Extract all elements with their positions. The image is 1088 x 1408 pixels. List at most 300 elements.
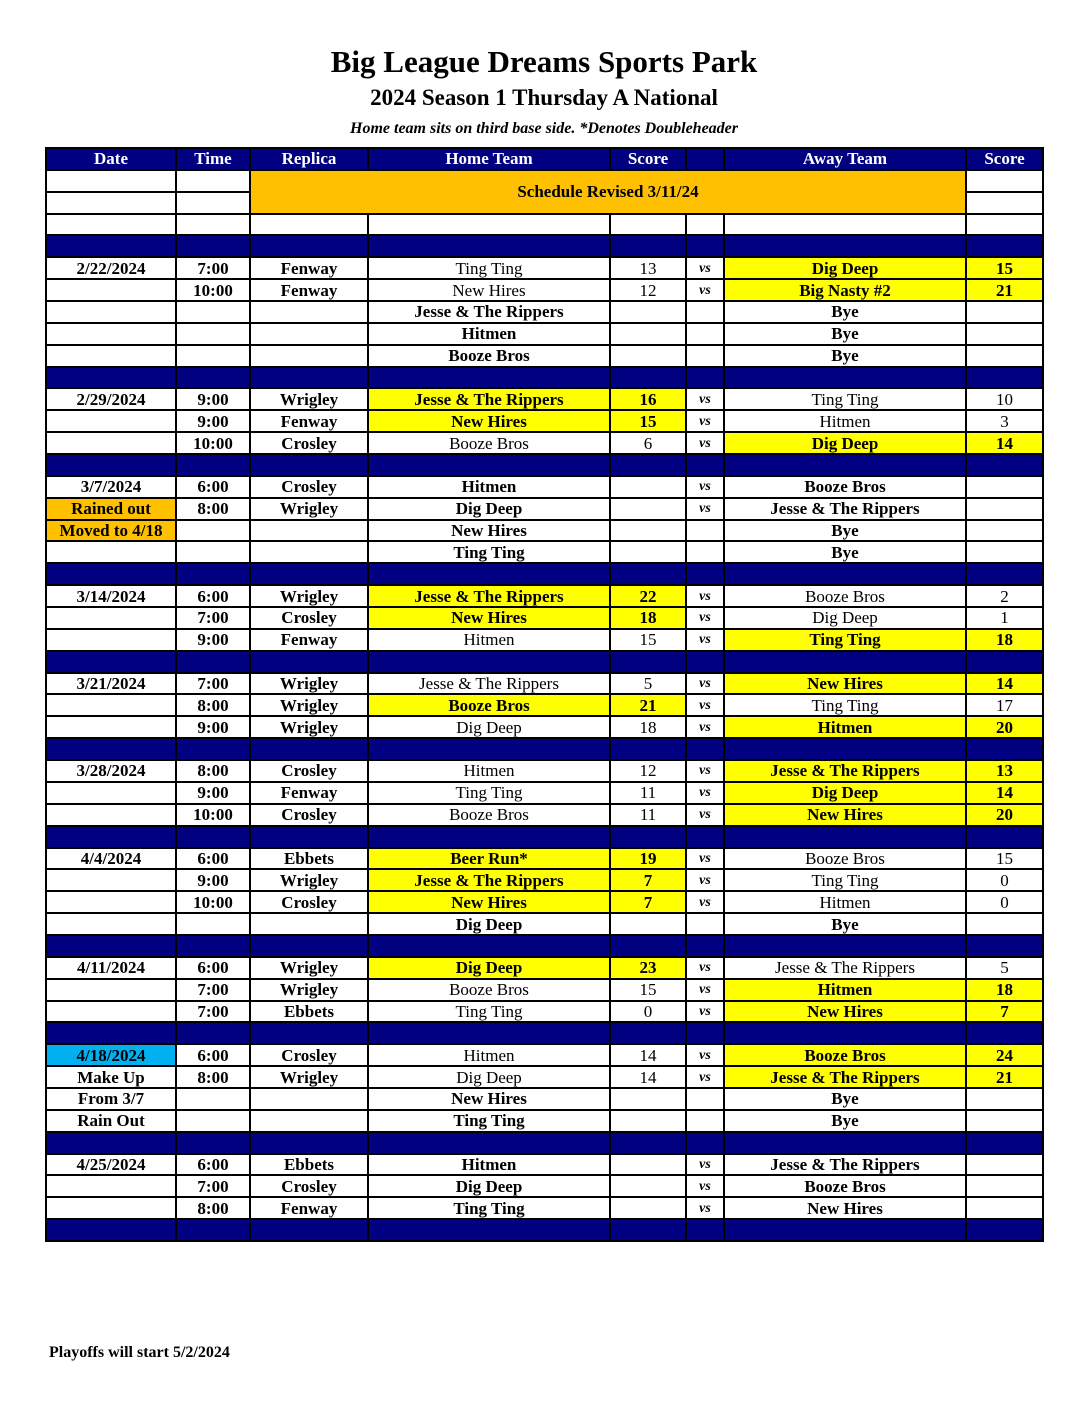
game-row bbox=[46, 760, 1043, 782]
home-team-cell: Booze Bros bbox=[368, 432, 610, 454]
time-cell: 10:00 bbox=[176, 279, 250, 301]
week-separator bbox=[46, 1132, 1043, 1154]
away-team-cell: Dig Deep bbox=[724, 257, 966, 279]
vs-cell: vs bbox=[686, 869, 724, 891]
time-cell: 6:00 bbox=[176, 1044, 250, 1066]
home-score-cell: 18 bbox=[610, 716, 686, 738]
footer-note: Playoffs will start 5/2/2024 bbox=[49, 1344, 230, 1361]
time-cell bbox=[176, 323, 250, 345]
time-cell bbox=[176, 541, 250, 563]
time-cell: 6:00 bbox=[176, 957, 250, 979]
away-team-cell: Bye bbox=[724, 1110, 966, 1132]
away-team-cell: Bye bbox=[724, 541, 966, 563]
away-score-cell: 1 bbox=[966, 607, 1043, 629]
away-team-cell: Hitmen bbox=[724, 979, 966, 1001]
game-row bbox=[46, 1154, 1043, 1176]
home-score-cell bbox=[610, 1088, 686, 1110]
date-cell: 2/22/2024 bbox=[46, 257, 176, 279]
date-cell bbox=[46, 607, 176, 629]
time-cell: 8:00 bbox=[176, 760, 250, 782]
home-team-cell: Hitmen bbox=[368, 1044, 610, 1066]
away-score-cell: 14 bbox=[966, 432, 1043, 454]
date-cell bbox=[46, 1175, 176, 1197]
time-cell: 9:00 bbox=[176, 869, 250, 891]
vs-cell: vs bbox=[686, 629, 724, 651]
game-row bbox=[46, 673, 1043, 695]
home-team-cell: Ting Ting bbox=[368, 541, 610, 563]
replica-cell: Wrigley bbox=[250, 1066, 368, 1088]
time-cell bbox=[176, 1110, 250, 1132]
date-cell bbox=[46, 279, 176, 301]
vs-cell: vs bbox=[686, 1066, 724, 1088]
replica-cell: Crosley bbox=[250, 760, 368, 782]
time-cell: 9:00 bbox=[176, 782, 250, 804]
away-team-cell: Dig Deep bbox=[724, 607, 966, 629]
date-cell: 3/21/2024 bbox=[46, 673, 176, 695]
home-score-cell: 21 bbox=[610, 694, 686, 716]
away-score-cell bbox=[966, 1175, 1043, 1197]
game-row bbox=[46, 1044, 1043, 1066]
date-cell bbox=[46, 629, 176, 651]
time-cell: 6:00 bbox=[176, 476, 250, 498]
date-cell bbox=[46, 782, 176, 804]
home-score-cell: 16 bbox=[610, 388, 686, 410]
header-vs bbox=[686, 148, 724, 170]
vs-cell: vs bbox=[686, 388, 724, 410]
away-score-cell: 24 bbox=[966, 1044, 1043, 1066]
vs-cell: vs bbox=[686, 432, 724, 454]
replica-cell: Wrigley bbox=[250, 694, 368, 716]
away-team-cell: Jesse & The Rippers bbox=[724, 1154, 966, 1176]
away-score-cell: 0 bbox=[966, 869, 1043, 891]
game-row bbox=[46, 432, 1043, 454]
home-team-cell: Hitmen bbox=[368, 476, 610, 498]
game-row bbox=[46, 1175, 1043, 1197]
game-row bbox=[46, 498, 1043, 520]
vs-cell bbox=[686, 345, 724, 367]
home-score-cell bbox=[610, 913, 686, 935]
away-score-cell: 18 bbox=[966, 979, 1043, 1001]
header-home-score: Score bbox=[610, 148, 686, 170]
vs-cell: vs bbox=[686, 1154, 724, 1176]
home-team-cell: New Hires bbox=[368, 891, 610, 913]
replica-cell: Crosley bbox=[250, 476, 368, 498]
vs-cell bbox=[686, 520, 724, 542]
home-team-cell: Jesse & The Rippers bbox=[368, 388, 610, 410]
away-team-cell: New Hires bbox=[724, 1197, 966, 1219]
date-cell bbox=[46, 541, 176, 563]
away-team-cell: Hitmen bbox=[724, 410, 966, 432]
away-team-cell: Bye bbox=[724, 520, 966, 542]
replica-cell bbox=[250, 1110, 368, 1132]
home-score-cell: 12 bbox=[610, 760, 686, 782]
away-score-cell: 14 bbox=[966, 782, 1043, 804]
game-row bbox=[46, 1001, 1043, 1023]
away-score-cell bbox=[966, 520, 1043, 542]
away-team-cell: Big Nasty #2 bbox=[724, 279, 966, 301]
vs-cell: vs bbox=[686, 848, 724, 870]
header-row bbox=[46, 148, 1043, 170]
date-cell: 2/29/2024 bbox=[46, 388, 176, 410]
vs-cell: vs bbox=[686, 891, 724, 913]
home-score-cell: 14 bbox=[610, 1044, 686, 1066]
home-score-cell: 11 bbox=[610, 782, 686, 804]
week-separator bbox=[46, 738, 1043, 760]
away-team-cell: Bye bbox=[724, 345, 966, 367]
header-date: Date bbox=[46, 148, 176, 170]
time-cell: 7:00 bbox=[176, 257, 250, 279]
vs-cell: vs bbox=[686, 673, 724, 695]
away-team-cell: Ting Ting bbox=[724, 869, 966, 891]
replica-cell: Wrigley bbox=[250, 388, 368, 410]
vs-cell: vs bbox=[686, 1001, 724, 1023]
home-team-cell: Booze Bros bbox=[368, 804, 610, 826]
time-cell: 6:00 bbox=[176, 1154, 250, 1176]
home-score-cell: 14 bbox=[610, 1066, 686, 1088]
time-cell bbox=[176, 913, 250, 935]
home-team-cell: Hitmen bbox=[368, 629, 610, 651]
home-team-cell: New Hires bbox=[368, 279, 610, 301]
away-score-cell: 14 bbox=[966, 673, 1043, 695]
time-cell: 9:00 bbox=[176, 716, 250, 738]
game-row bbox=[46, 585, 1043, 607]
home-score-cell bbox=[610, 498, 686, 520]
home-score-cell bbox=[610, 301, 686, 323]
week-separator bbox=[46, 935, 1043, 957]
replica-cell: Wrigley bbox=[250, 957, 368, 979]
schedule-table bbox=[45, 147, 1044, 1242]
away-score-cell bbox=[966, 1088, 1043, 1110]
game-row bbox=[46, 694, 1043, 716]
replica-cell: Ebbets bbox=[250, 1001, 368, 1023]
away-score-cell: 21 bbox=[966, 1066, 1043, 1088]
home-score-cell: 0 bbox=[610, 1001, 686, 1023]
away-score-cell bbox=[966, 1110, 1043, 1132]
away-team-cell: Ting Ting bbox=[724, 629, 966, 651]
vs-cell: vs bbox=[686, 979, 724, 1001]
away-score-cell bbox=[966, 1197, 1043, 1219]
home-team-cell: Jesse & The Rippers bbox=[368, 673, 610, 695]
home-team-cell: Booze Bros bbox=[368, 345, 610, 367]
week-separator bbox=[46, 1022, 1043, 1044]
replica-cell bbox=[250, 345, 368, 367]
home-score-cell: 19 bbox=[610, 848, 686, 870]
time-cell bbox=[176, 301, 250, 323]
away-score-cell: 7 bbox=[966, 1001, 1043, 1023]
week-separator bbox=[46, 454, 1043, 476]
week-separator bbox=[46, 563, 1043, 585]
home-team-cell: New Hires bbox=[368, 520, 610, 542]
game-row bbox=[46, 476, 1043, 498]
game-row bbox=[46, 257, 1043, 279]
away-team-cell: Hitmen bbox=[724, 891, 966, 913]
vs-cell: vs bbox=[686, 476, 724, 498]
game-row bbox=[46, 804, 1043, 826]
home-score-cell: 15 bbox=[610, 629, 686, 651]
home-score-cell: 5 bbox=[610, 673, 686, 695]
game-row bbox=[46, 848, 1043, 870]
home-score-cell: 6 bbox=[610, 432, 686, 454]
home-team-cell: Jesse & The Rippers bbox=[368, 585, 610, 607]
vs-cell bbox=[686, 323, 724, 345]
home-score-cell: 7 bbox=[610, 891, 686, 913]
date-cell: 3/14/2024 bbox=[46, 585, 176, 607]
home-score-cell: 12 bbox=[610, 279, 686, 301]
home-score-cell: 15 bbox=[610, 979, 686, 1001]
time-cell bbox=[176, 520, 250, 542]
away-team-cell: Jesse & The Rippers bbox=[724, 498, 966, 520]
vs-cell: vs bbox=[686, 1044, 724, 1066]
date-cell bbox=[46, 891, 176, 913]
away-score-cell bbox=[966, 1154, 1043, 1176]
date-cell: Rained out bbox=[46, 498, 176, 520]
week-separator bbox=[46, 235, 1043, 257]
away-score-cell bbox=[966, 345, 1043, 367]
away-score-cell bbox=[966, 301, 1043, 323]
vs-cell bbox=[686, 1088, 724, 1110]
date-cell bbox=[46, 716, 176, 738]
game-row bbox=[46, 957, 1043, 979]
vs-cell: vs bbox=[686, 1175, 724, 1197]
date-cell bbox=[46, 1197, 176, 1219]
vs-cell: vs bbox=[686, 498, 724, 520]
time-cell: 8:00 bbox=[176, 1197, 250, 1219]
header-time: Time bbox=[176, 148, 250, 170]
vs-cell: vs bbox=[686, 607, 724, 629]
away-team-cell: Booze Bros bbox=[724, 476, 966, 498]
home-team-cell: Ting Ting bbox=[368, 1197, 610, 1219]
home-team-cell: Hitmen bbox=[368, 1154, 610, 1176]
home-score-cell bbox=[610, 1175, 686, 1197]
home-score-cell: 22 bbox=[610, 585, 686, 607]
game-row bbox=[46, 301, 1043, 323]
away-score-cell bbox=[966, 541, 1043, 563]
away-team-cell: Booze Bros bbox=[724, 1044, 966, 1066]
away-score-cell: 15 bbox=[966, 257, 1043, 279]
away-team-cell: Dig Deep bbox=[724, 782, 966, 804]
empty-row bbox=[46, 214, 1043, 236]
home-team-cell: Booze Bros bbox=[368, 694, 610, 716]
away-score-cell: 21 bbox=[966, 279, 1043, 301]
replica-cell: Crosley bbox=[250, 1175, 368, 1197]
game-row bbox=[46, 410, 1043, 432]
date-cell bbox=[46, 323, 176, 345]
away-score-cell bbox=[966, 913, 1043, 935]
week-separator bbox=[46, 826, 1043, 848]
week-separator bbox=[46, 1219, 1043, 1241]
replica-cell: Wrigley bbox=[250, 716, 368, 738]
replica-cell: Fenway bbox=[250, 1197, 368, 1219]
away-team-cell: Ting Ting bbox=[724, 694, 966, 716]
week-separator bbox=[46, 651, 1043, 673]
date-cell bbox=[46, 694, 176, 716]
away-score-cell: 13 bbox=[966, 760, 1043, 782]
home-team-cell: New Hires bbox=[368, 410, 610, 432]
replica-cell bbox=[250, 301, 368, 323]
replica-cell: Ebbets bbox=[250, 1154, 368, 1176]
page-title: Big League Dreams Sports Park bbox=[330, 44, 758, 79]
away-team-cell: Dig Deep bbox=[724, 432, 966, 454]
replica-cell: Ebbets bbox=[250, 848, 368, 870]
home-score-cell bbox=[610, 1154, 686, 1176]
vs-cell bbox=[686, 913, 724, 935]
replica-cell bbox=[250, 913, 368, 935]
game-row bbox=[46, 323, 1043, 345]
replica-cell: Fenway bbox=[250, 410, 368, 432]
date-cell: Make Up bbox=[46, 1066, 176, 1088]
game-row bbox=[46, 891, 1043, 913]
home-team-cell: Ting Ting bbox=[368, 257, 610, 279]
away-team-cell: Bye bbox=[724, 323, 966, 345]
away-score-cell: 0 bbox=[966, 891, 1043, 913]
date-cell: 4/11/2024 bbox=[46, 957, 176, 979]
replica-cell: Crosley bbox=[250, 891, 368, 913]
home-team-cell: New Hires bbox=[368, 1088, 610, 1110]
game-row bbox=[46, 345, 1043, 367]
replica-cell: Fenway bbox=[250, 629, 368, 651]
away-team-cell: New Hires bbox=[724, 804, 966, 826]
game-row bbox=[46, 520, 1043, 542]
date-cell bbox=[46, 410, 176, 432]
time-cell: 9:00 bbox=[176, 629, 250, 651]
header-home-team: Home Team bbox=[368, 148, 610, 170]
home-team-cell: Dig Deep bbox=[368, 498, 610, 520]
replica-cell: Wrigley bbox=[250, 498, 368, 520]
replica-cell: Wrigley bbox=[250, 979, 368, 1001]
home-team-cell: Ting Ting bbox=[368, 1001, 610, 1023]
date-cell bbox=[46, 1001, 176, 1023]
date-cell bbox=[46, 345, 176, 367]
vs-cell bbox=[686, 541, 724, 563]
time-cell: 8:00 bbox=[176, 694, 250, 716]
date-cell bbox=[46, 432, 176, 454]
away-team-cell: New Hires bbox=[724, 1001, 966, 1023]
vs-cell bbox=[686, 301, 724, 323]
away-score-cell: 20 bbox=[966, 804, 1043, 826]
home-score-cell bbox=[610, 323, 686, 345]
game-row bbox=[46, 607, 1043, 629]
date-cell: 3/7/2024 bbox=[46, 476, 176, 498]
date-cell bbox=[46, 301, 176, 323]
date-cell: Moved to 4/18 bbox=[46, 520, 176, 542]
home-team-cell: Dig Deep bbox=[368, 1175, 610, 1197]
page-subtitle: 2024 Season 1 Thursday A National bbox=[370, 85, 718, 110]
home-team-cell: Ting Ting bbox=[368, 782, 610, 804]
home-team-cell: Dig Deep bbox=[368, 957, 610, 979]
header-away-score: Score bbox=[966, 148, 1043, 170]
home-score-cell bbox=[610, 476, 686, 498]
home-score-cell: 13 bbox=[610, 257, 686, 279]
away-score-cell bbox=[966, 323, 1043, 345]
header-away-team: Away Team bbox=[724, 148, 966, 170]
away-score-cell: 3 bbox=[966, 410, 1043, 432]
away-score-cell bbox=[966, 498, 1043, 520]
game-row bbox=[46, 1197, 1043, 1219]
replica-cell: Crosley bbox=[250, 804, 368, 826]
away-team-cell: Booze Bros bbox=[724, 848, 966, 870]
time-cell: 9:00 bbox=[176, 388, 250, 410]
away-team-cell: Booze Bros bbox=[724, 1175, 966, 1197]
time-cell: 10:00 bbox=[176, 891, 250, 913]
game-row bbox=[46, 1066, 1043, 1088]
home-team-cell: Hitmen bbox=[368, 760, 610, 782]
home-score-cell: 7 bbox=[610, 869, 686, 891]
away-team-cell: Bye bbox=[724, 1088, 966, 1110]
vs-cell: vs bbox=[686, 257, 724, 279]
home-score-cell bbox=[610, 345, 686, 367]
header-replica: Replica bbox=[250, 148, 368, 170]
away-team-cell: Jesse & The Rippers bbox=[724, 957, 966, 979]
home-score-cell bbox=[610, 541, 686, 563]
home-score-cell bbox=[610, 520, 686, 542]
replica-cell bbox=[250, 323, 368, 345]
time-cell: 8:00 bbox=[176, 498, 250, 520]
page-note: Home team sits on third base side. *Denotes Doubleheader bbox=[350, 120, 738, 137]
replica-cell: Fenway bbox=[250, 782, 368, 804]
away-team-cell: Ting Ting bbox=[724, 388, 966, 410]
replica-cell: Crosley bbox=[250, 1044, 368, 1066]
vs-cell: vs bbox=[686, 694, 724, 716]
vs-cell: vs bbox=[686, 716, 724, 738]
vs-cell: vs bbox=[686, 1197, 724, 1219]
replica-cell: Crosley bbox=[250, 432, 368, 454]
time-cell: 7:00 bbox=[176, 607, 250, 629]
home-team-cell: Beer Run* bbox=[368, 848, 610, 870]
game-row bbox=[46, 541, 1043, 563]
date-cell bbox=[46, 869, 176, 891]
time-cell: 8:00 bbox=[176, 1066, 250, 1088]
game-row bbox=[46, 279, 1043, 301]
replica-cell bbox=[250, 541, 368, 563]
game-row bbox=[46, 1088, 1043, 1110]
date-cell: 4/4/2024 bbox=[46, 848, 176, 870]
date-cell: Rain Out bbox=[46, 1110, 176, 1132]
away-team-cell: Hitmen bbox=[724, 716, 966, 738]
home-team-cell: Jesse & The Rippers bbox=[368, 301, 610, 323]
date-cell: 3/28/2024 bbox=[46, 760, 176, 782]
time-cell: 7:00 bbox=[176, 673, 250, 695]
time-cell bbox=[176, 345, 250, 367]
away-score-cell bbox=[966, 476, 1043, 498]
game-row bbox=[46, 869, 1043, 891]
replica-cell: Fenway bbox=[250, 257, 368, 279]
vs-cell: vs bbox=[686, 279, 724, 301]
home-team-cell: Booze Bros bbox=[368, 979, 610, 1001]
date-cell bbox=[46, 979, 176, 1001]
date-cell bbox=[46, 913, 176, 935]
home-team-cell: New Hires bbox=[368, 607, 610, 629]
away-score-cell: 10 bbox=[966, 388, 1043, 410]
away-score-cell: 17 bbox=[966, 694, 1043, 716]
home-team-cell: Hitmen bbox=[368, 323, 610, 345]
home-score-cell bbox=[610, 1197, 686, 1219]
time-cell bbox=[176, 1088, 250, 1110]
game-row bbox=[46, 716, 1043, 738]
away-team-cell: New Hires bbox=[724, 673, 966, 695]
vs-cell: vs bbox=[686, 782, 724, 804]
time-cell: 7:00 bbox=[176, 979, 250, 1001]
home-score-cell: 15 bbox=[610, 410, 686, 432]
date-cell: 4/25/2024 bbox=[46, 1154, 176, 1176]
replica-cell: Wrigley bbox=[250, 585, 368, 607]
vs-cell: vs bbox=[686, 957, 724, 979]
away-team-cell: Booze Bros bbox=[724, 585, 966, 607]
replica-cell: Wrigley bbox=[250, 673, 368, 695]
game-row bbox=[46, 1110, 1043, 1132]
home-team-cell: Dig Deep bbox=[368, 716, 610, 738]
vs-cell: vs bbox=[686, 410, 724, 432]
time-cell: 9:00 bbox=[176, 410, 250, 432]
